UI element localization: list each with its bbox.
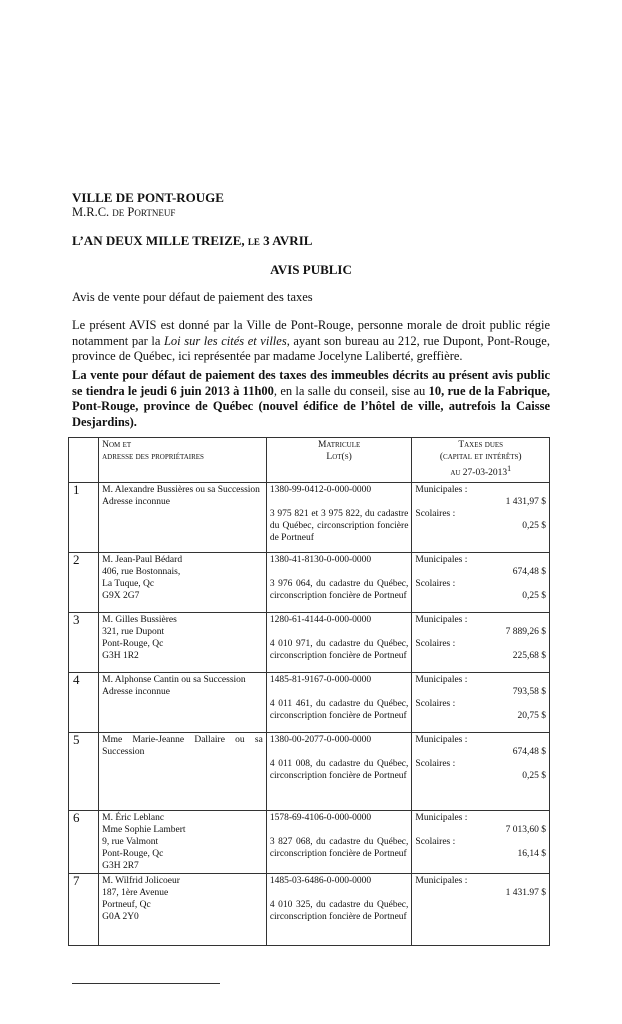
row-number: 5 <box>69 733 99 811</box>
owner-cell <box>99 673 267 733</box>
municipales-amount: 1 431,97 $ <box>505 497 546 507</box>
municipales-amount: 793,58 $ <box>512 687 546 697</box>
table-row <box>69 733 550 811</box>
scolaires-label: Scolaires : <box>415 699 456 709</box>
owner-line: Pont-Rouge, Qc <box>102 639 164 649</box>
owner-line: M. Alexandre Bussières ou sa Succession <box>102 485 260 495</box>
intro-paragraph <box>72 318 550 365</box>
scolaires-amount: 0,25 $ <box>522 591 546 601</box>
municipales-label: Municipales : <box>415 735 468 745</box>
owner-cell <box>99 811 267 874</box>
taxes-cell <box>412 673 550 733</box>
municipales-label: Municipales : <box>415 615 468 625</box>
scolaires-amount: 0,25 $ <box>522 771 546 781</box>
p2-bold1: La vente pour défaut de paiement des taxes des immeubles décrits au présent avis public se tiendra le jeudi 6 juin 2013 à 11h00 <box>72 368 550 398</box>
owner-line: 406, rue Bostonnais, <box>102 567 181 577</box>
p2-normal: , en la salle du conseil, sise au <box>273 383 429 398</box>
table-row <box>69 673 550 733</box>
municipales-label: Municipales : <box>415 876 468 886</box>
matricule-number: 1380-41-8130-0-000-0000 <box>269 555 372 565</box>
owner-line: Pont-Rouge, Qc <box>102 849 164 859</box>
owner-cell <box>99 733 267 811</box>
header-mat-line1: Matricule <box>317 440 361 450</box>
owner-line: G9X 2G7 <box>102 591 140 601</box>
lot-description: 4 010 325, du cadastre du Québec, circonscription foncière de Portneuf <box>269 900 409 922</box>
owner-cell <box>99 483 267 553</box>
row-number: 6 <box>69 811 99 874</box>
header-tax-line3 <box>415 463 546 479</box>
row-number: 7 <box>69 874 99 946</box>
lot-description: 4 011 008, du cadastre du Québec, circonscription foncière de Portneuf <box>269 759 409 781</box>
matricule-cell <box>266 733 412 811</box>
taxes-cell <box>412 553 550 613</box>
lot-description: 4 010 971, du cadastre du Québec, circonscription foncière de Portneuf <box>269 639 409 661</box>
taxes-cell <box>412 613 550 673</box>
row-number: 3 <box>69 613 99 673</box>
owner-line: M. Éric Leblanc <box>102 813 165 823</box>
header-num <box>69 438 99 483</box>
municipales-label: Municipales : <box>415 485 468 495</box>
owner-cell <box>99 553 267 613</box>
owner-line: G0A 2Y0 <box>102 912 139 922</box>
municipales-amount: 7 013,60 $ <box>505 825 546 835</box>
owner-line: M. Wilfrid Jolicoeur <box>102 876 180 886</box>
municipales-amount: 674,48 $ <box>512 567 546 577</box>
row-number: 2 <box>69 553 99 613</box>
taxes-cell <box>412 733 550 811</box>
sale-paragraph <box>72 368 550 430</box>
city-name: VILLE DE PONT-ROUGE <box>72 190 224 205</box>
matricule-number: 1380-00-2077-0-000-0000 <box>269 735 372 745</box>
scolaires-amount: 16,14 $ <box>517 849 546 859</box>
notice-subtitle: Avis de vente pour défaut de paiement des taxes <box>72 290 313 304</box>
table-row <box>69 811 550 874</box>
matricule-cell <box>266 874 412 946</box>
taxes-cell <box>412 811 550 874</box>
lot-description: 3 975 821 et 3 975 822, du cadastre du Québec, circonscription foncière de Portneuf <box>269 509 409 543</box>
taxes-cell <box>412 874 550 946</box>
municipales-amount: 674,48 $ <box>512 747 546 757</box>
header-mat-line2: Lot(s) <box>326 452 352 462</box>
owner-line: Portneuf, Qc <box>102 900 151 910</box>
properties-table <box>68 437 550 946</box>
table-row <box>69 483 550 553</box>
scolaires-label: Scolaires : <box>415 639 456 649</box>
owner-line: 321, rue Dupont <box>102 627 165 637</box>
lot-description: 3 827 068, du cadastre du Québec, circonscription foncière de Portneuf <box>269 837 409 859</box>
scolaires-amount: 225,68 $ <box>512 651 546 661</box>
date-year: L’AN DEUX MILLE TREIZE <box>72 233 242 248</box>
table-row <box>69 874 550 946</box>
header-owner-line1: Nom et <box>102 440 132 450</box>
table-row <box>69 553 550 613</box>
row-number: 4 <box>69 673 99 733</box>
notice-date <box>72 233 312 249</box>
matricule-number: 1380-99-0412-0-000-0000 <box>269 485 372 495</box>
lot-description: 4 011 461, du cadastre du Québec, circonscription foncière de Portneuf <box>269 699 409 721</box>
owner-line: Adresse inconnue <box>102 497 170 507</box>
row-number: 1 <box>69 483 99 553</box>
date-day: 3 AVRIL <box>263 233 313 248</box>
scolaires-amount: 20,75 $ <box>517 711 546 721</box>
p1-after: , ayant son bureau au 212, rue Dupont, Pont-Rouge, province de Québec, ici représentée par madame Jocelyne Laliberté, greffière. <box>72 333 550 363</box>
header-tax-line2: (capital et intérêts) <box>439 452 522 462</box>
header-tax-date: au 27-03-2013 <box>450 468 508 479</box>
owner-line: Mme Sophie Lambert <box>102 825 186 835</box>
matricule-cell <box>266 553 412 613</box>
municipales-label: Municipales : <box>415 555 468 565</box>
p2-bold2: 10, rue de la Fabrique, Pont-Rouge, province de Québec (nouvel édifice de l’hôtel de ville, autrefois la Caisse Desjardins). <box>72 383 550 429</box>
scolaires-amount: 0,25 $ <box>522 521 546 531</box>
matricule-cell <box>266 811 412 874</box>
owner-line: G3H 1R2 <box>102 651 139 661</box>
municipales-label: Municipales : <box>415 675 468 685</box>
lot-description: 3 976 064, du cadastre du Québec, circonscription foncière de Portneuf <box>269 579 409 601</box>
date-le: , le <box>241 233 264 248</box>
municipales-amount: 1 431.97 $ <box>505 888 546 898</box>
table-row <box>69 613 550 673</box>
owner-line: Adresse inconnue <box>102 687 170 697</box>
p1-before: Le présent AVIS est donné par la Ville de Pont-Rouge, personne morale de droit public régie notamment par la <box>72 318 550 348</box>
matricule-number: 1280-61-4144-0-000-0000 <box>269 615 372 625</box>
owner-line: Mme Marie-Jeanne Dallaire ou sa Succession <box>102 735 263 757</box>
footnote-ref: 1 <box>507 464 512 473</box>
municipales-label: Municipales : <box>415 813 468 823</box>
scolaires-label: Scolaires : <box>415 759 456 769</box>
taxes-cell <box>412 483 550 553</box>
owner-cell <box>99 613 267 673</box>
owner-line: M. Jean-Paul Bédard <box>102 555 183 565</box>
header-matricule <box>266 438 412 483</box>
header-tax-line1: Taxes dues <box>458 440 504 450</box>
table-body <box>69 483 550 946</box>
matricule-number: 1485-81-9167-0-000-0000 <box>269 675 372 685</box>
scolaires-label: Scolaires : <box>415 509 456 519</box>
owner-cell <box>99 874 267 946</box>
municipales-amount: 7 889,26 $ <box>505 627 546 637</box>
notice-title: AVIS PUBLIC <box>270 262 352 277</box>
owner-line: M. Gilles Bussières <box>102 615 177 625</box>
owner-line: 187, 1ère Avenue <box>102 888 169 898</box>
matricule-number: 1578-69-4106-0-000-0000 <box>269 813 372 823</box>
mrc-name: M.R.C. de Portneuf <box>72 205 176 219</box>
owner-line: M. Alphonse Cantin ou sa Succession <box>102 675 246 685</box>
footnote-rule <box>72 983 220 984</box>
owner-line: La Tuque, Qc <box>102 579 155 589</box>
header-owner-line2: adresse des propriétaires <box>102 452 204 462</box>
owner-line: 9, rue Valmont <box>102 837 159 847</box>
scolaires-label: Scolaires : <box>415 579 456 589</box>
p1-law-title: Loi sur les cités et villes <box>163 333 287 348</box>
header-taxes <box>412 438 550 483</box>
matricule-cell <box>266 613 412 673</box>
matricule-number: 1485-03-6486-0-000-0000 <box>269 876 372 886</box>
owner-line: G3H 2R7 <box>102 861 139 871</box>
matricule-cell <box>266 673 412 733</box>
scolaires-label: Scolaires : <box>415 837 456 847</box>
matricule-cell <box>266 483 412 553</box>
header-owner <box>99 438 267 483</box>
table-header-row <box>69 438 550 483</box>
